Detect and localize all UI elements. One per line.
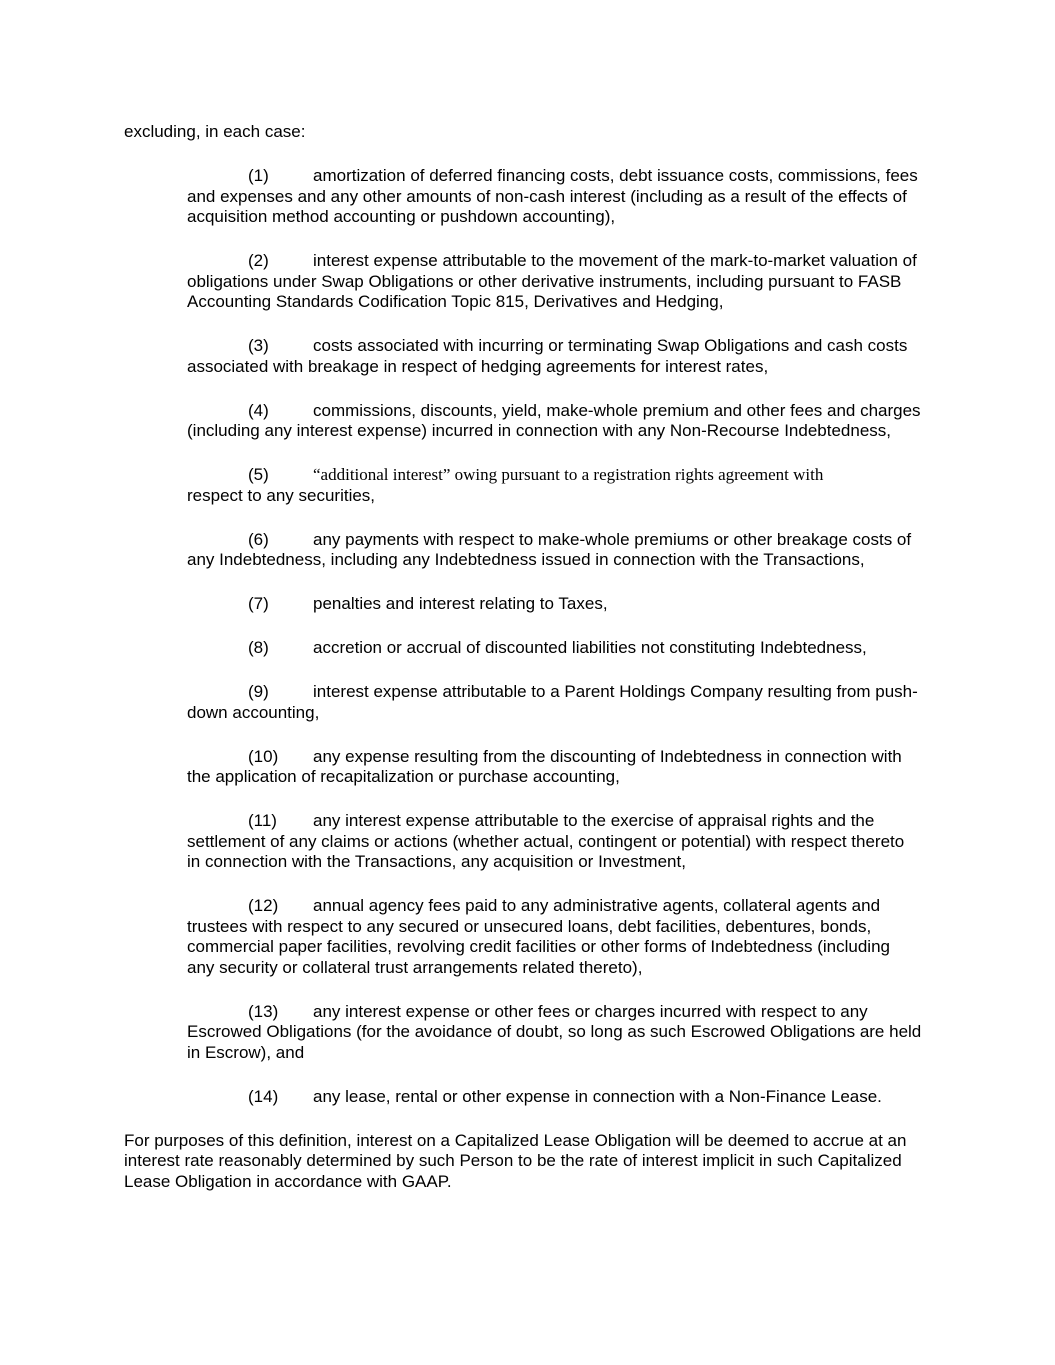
item-text: and expenses and any other amounts of non-cash interest (including as a result of the effects of — [187, 186, 907, 206]
item-number: (3) — [248, 336, 269, 355]
item-text: in Escrow), and — [187, 1042, 305, 1062]
items-list — [124, 166, 1035, 1107]
item-text: respect to any securities, — [187, 485, 376, 505]
list-item — [187, 166, 1035, 228]
list-item — [187, 747, 1035, 788]
item-line — [187, 357, 1035, 378]
item-line — [187, 638, 1035, 659]
item-text: trustees with respect to any secured or unsecured loans, debt facilities, debentures, bonds, — [187, 916, 872, 936]
item-number: (12) — [248, 896, 279, 915]
item-line — [187, 550, 1035, 571]
item-text: commissions, discounts, yield, make-whole premium and other fees and charges — [313, 400, 921, 420]
item-line — [187, 1087, 1035, 1108]
item-text: costs associated with incurring or terminating Swap Obligations and cash costs — [313, 336, 908, 355]
item-text: (including any interest expense) incurred in connection with any Non-Recourse Indebtedness, — [187, 421, 892, 440]
list-item — [187, 465, 1035, 506]
item-line — [187, 1043, 1035, 1064]
item-text: the application of recapitalization or purchase accounting, — [187, 767, 620, 786]
item-number: (10) — [248, 746, 279, 766]
item-number: (14) — [248, 1086, 279, 1106]
list-item — [187, 594, 1035, 615]
item-line — [187, 896, 1035, 917]
item-text: obligations under Swap Obligations or other derivative instruments, including pursuant to FASB — [187, 271, 902, 291]
item-text: Accounting Standards Codification Topic 815, Derivatives and Hedging, — [187, 292, 724, 311]
item-number: (11) — [248, 811, 277, 830]
item-text: settlement of any claims or actions (whether actual, contingent or potential) with respect thereto — [187, 831, 905, 851]
list-item — [187, 638, 1035, 659]
item-line — [187, 187, 1035, 208]
list-item — [187, 1087, 1035, 1108]
item-line — [187, 747, 1035, 768]
item-text: Escrowed Obligations (for the avoidance of doubt, so long as such Escrowed Obligations are held — [187, 1022, 922, 1041]
item-number: (1) — [248, 166, 269, 185]
item-number: (9) — [248, 682, 269, 701]
item-text: interest expense attributable to the movement of the mark-to-market valuation of — [313, 251, 917, 270]
item-line — [187, 465, 1035, 486]
item-text: “additional interest” owing pursuant to a registration rights agreement with — [313, 465, 824, 484]
item-number: (5) — [248, 465, 269, 484]
list-item — [187, 251, 1035, 313]
item-line — [187, 207, 1035, 228]
item-text: penalties and interest relating to Taxes, — [313, 594, 608, 613]
item-line — [187, 832, 1035, 853]
item-line — [187, 937, 1035, 958]
item-text: commercial paper facilities, revolving credit facilities or other forms of Indebtedness (including — [187, 937, 890, 956]
item-text: in connection with the Transactions, any acquisition or Investment, — [187, 852, 686, 871]
list-item — [187, 1002, 1035, 1064]
item-number: (4) — [248, 400, 269, 420]
list-item — [187, 401, 1035, 442]
item-line — [187, 767, 1035, 788]
list-item — [187, 896, 1035, 978]
item-line — [187, 336, 1035, 357]
closing-paragraph — [124, 1131, 1035, 1193]
item-text: associated with breakage in respect of hedging agreements for interest rates, — [187, 356, 769, 376]
item-line — [187, 917, 1035, 938]
item-number: (7) — [248, 594, 269, 613]
item-text: any interest expense or other fees or charges incurred with respect to any — [313, 1001, 868, 1021]
item-line — [187, 401, 1035, 422]
item-text: amortization of deferred financing costs, debt issuance costs, commissions, fees — [313, 166, 918, 185]
closing-line: interest rate reasonably determined by such Person to be the rate of interest implicit in such Capitalized — [124, 1151, 902, 1170]
item-line — [187, 682, 1035, 703]
closing-line: Lease Obligation in accordance with GAAP. — [124, 1171, 452, 1191]
closing-line: For purposes of this definition, interest on a Capitalized Lease Obligation will be deemed to accrue at an — [124, 1130, 907, 1150]
item-line — [187, 530, 1035, 551]
item-line — [187, 1002, 1035, 1023]
item-line — [187, 486, 1035, 507]
item-line — [187, 703, 1035, 724]
item-line — [187, 421, 1035, 442]
list-item — [187, 682, 1035, 723]
item-line — [187, 251, 1035, 272]
item-number: (8) — [248, 638, 269, 657]
item-number: (6) — [248, 529, 269, 549]
item-number: (13) — [248, 1001, 279, 1021]
item-text: accretion or accrual of discounted liabilities not constituting Indebtedness, — [313, 638, 867, 657]
item-line — [187, 166, 1035, 187]
item-text: annual agency fees paid to any administrative agents, collateral agents and — [313, 896, 881, 915]
item-line — [187, 272, 1035, 293]
list-item — [187, 811, 1035, 873]
list-item — [187, 530, 1035, 571]
list-item — [187, 336, 1035, 377]
item-text: any payments with respect to make-whole premiums or other breakage costs of — [313, 529, 912, 549]
item-text: any security or collateral trust arrangements related thereto), — [187, 957, 643, 977]
item-number: (2) — [248, 251, 269, 270]
item-text: any interest expense attributable to the exercise of appraisal rights and the — [313, 811, 875, 830]
item-line — [187, 958, 1035, 979]
item-text: interest expense attributable to a Parent Holdings Company resulting from push- — [313, 682, 918, 701]
item-line — [187, 852, 1035, 873]
item-text: any lease, rental or other expense in connection with a Non-Finance Lease. — [313, 1086, 882, 1106]
item-line — [187, 292, 1035, 313]
item-text: any expense resulting from the discounting of Indebtedness in connection with — [313, 746, 902, 766]
item-line — [187, 811, 1035, 832]
item-text: down accounting, — [187, 702, 320, 722]
item-line — [187, 1022, 1035, 1043]
item-line — [187, 594, 1035, 615]
intro-paragraph: excluding, in each case: — [124, 122, 306, 141]
item-text: any Indebtedness, including any Indebtedness issued in connection with the Transactions, — [187, 550, 865, 569]
item-text: acquisition method accounting or pushdown accounting), — [187, 207, 616, 226]
